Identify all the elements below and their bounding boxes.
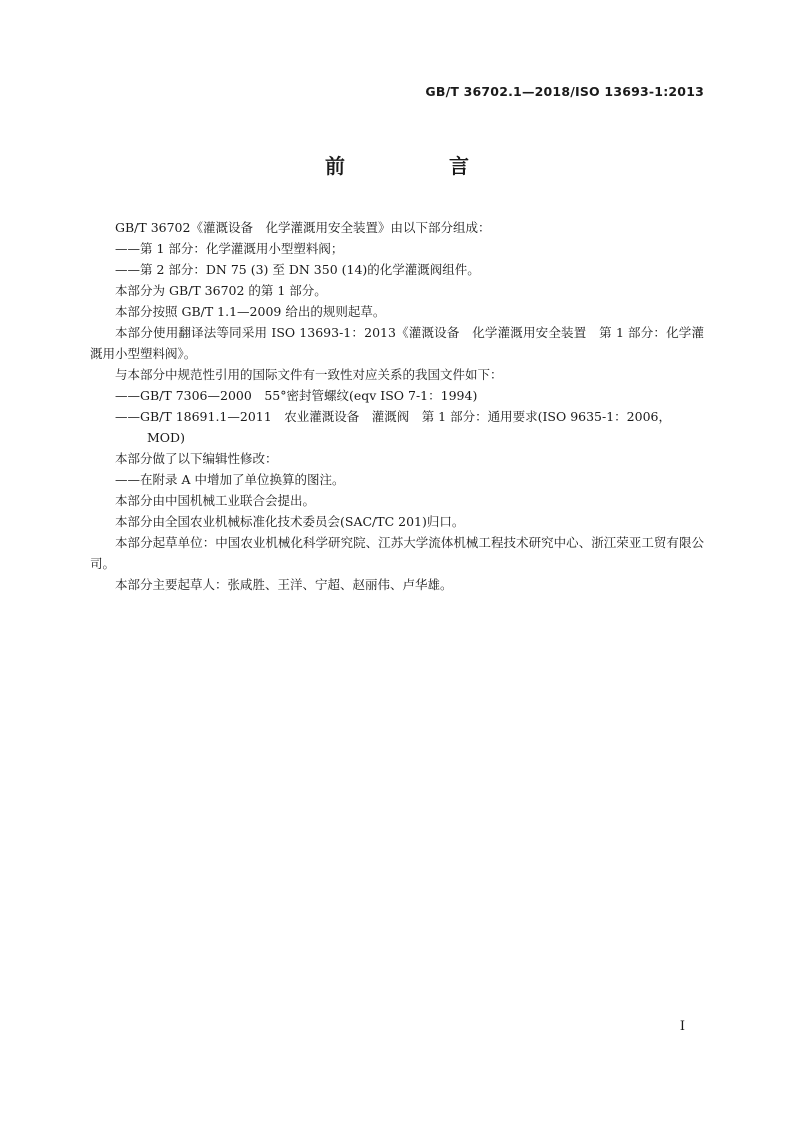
foreword-body	[90, 217, 704, 595]
standard-code-header: GB/T 36702.1—2018/ISO 13693-1:2013	[425, 84, 704, 99]
paragraph-drafters: 本部分主要起草人：张咸胜、王洋、宁超、赵丽伟、卢华雄。	[115, 577, 453, 592]
list-item-editorial-change: ——在附录 A 中增加了单位换算的图注。	[115, 472, 345, 487]
list-item-reference-2: ——GB/T 18691.1—2011 农业灌溉设备 灌溉阀 第 1 部分：通用要求(ISO 9635-1：2006，MOD)	[115, 409, 671, 445]
paragraph-drafting-units: 本部分起草单位：中国农业机械化科学研究院、江苏大学流体机械工程技术研究中心、浙江荣亚工贸有限公司。	[90, 535, 704, 571]
paragraph-adoption: 本部分使用翻译法等同采用 ISO 13693-1：2013《灌溉设备 化学灌溉用安全装置 第 1 部分：化学灌溉用小型塑料阀》。	[90, 325, 704, 361]
list-item-reference-1: ——GB/T 7306—2000 55°密封管螺纹(eqv ISO 7-1：1994)	[115, 388, 478, 403]
paragraph-editorial-changes: 本部分做了以下编辑性修改：	[115, 451, 278, 466]
paragraph-references-intro: 与本部分中规范性引用的国际文件有一致性对应关系的我国文件如下：	[115, 367, 503, 382]
paragraph-part-statement: 本部分为 GB/T 36702 的第 1 部分。	[115, 283, 327, 298]
list-item-part-2: ——第 2 部分：DN 75 (3) 至 DN 350 (14)的化学灌溉阀组件。	[115, 262, 480, 277]
paragraph-composition: GB/T 36702《灌溉设备 化学灌溉用安全装置》由以下部分组成：	[115, 220, 491, 235]
paragraph-committee: 本部分由全国农业机械标准化技术委员会(SAC/TC 201)归口。	[115, 514, 465, 529]
page-number: I	[679, 1019, 685, 1034]
page-title: 前 言	[325, 154, 511, 178]
paragraph-drafting-rules: 本部分按照 GB/T 1.1—2009 给出的规则起草。	[115, 304, 386, 319]
paragraph-proposer: 本部分由中国机械工业联合会提出。	[115, 493, 316, 508]
list-item-part-1: ——第 1 部分：化学灌溉用小型塑料阀；	[115, 241, 344, 256]
